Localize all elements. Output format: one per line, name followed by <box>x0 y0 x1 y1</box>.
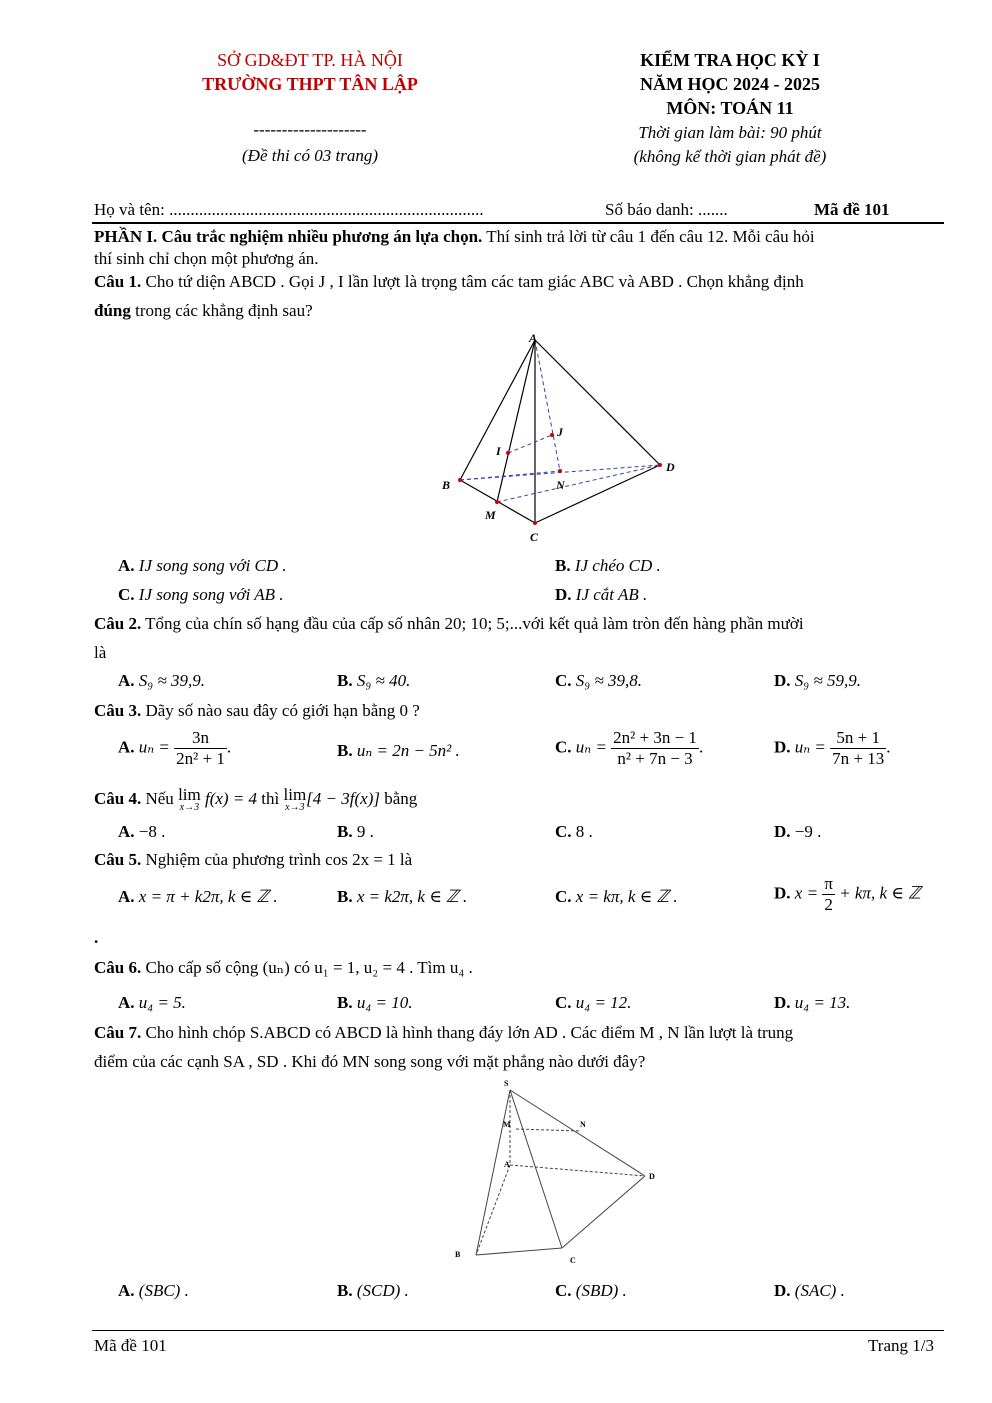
candidate-number-field: Số báo danh: ....... <box>605 200 728 219</box>
q2-option-b-label: B. <box>337 671 353 690</box>
q1-option-a <box>118 554 287 578</box>
q2-option-a-label: A. <box>118 671 135 690</box>
q3-option-d-label: D. <box>774 737 791 757</box>
q6-label: Câu 6. <box>94 958 142 977</box>
q2-option-d <box>774 669 861 693</box>
q7-option-d-text: (SAC) . <box>794 1281 845 1300</box>
label-I: I <box>496 444 501 458</box>
q3-option-d-end: . <box>886 737 891 757</box>
q7-option-a <box>118 1279 189 1303</box>
q4-option-b-label: B. <box>337 822 353 841</box>
part1-desc: Thí sinh trả lời từ câu 1 đến câu 12. Mỗi câu hỏi <box>482 227 815 246</box>
q3-option-d <box>774 728 891 769</box>
q5-option-d-den: 2 <box>824 895 833 914</box>
q3-option-b-text: uₙ = 2n − 5n² . <box>356 741 460 760</box>
q3-option-c-den: n² + 7n − 3 <box>617 749 693 768</box>
q1-option-c-label: C. <box>118 585 135 604</box>
q5-option-c-text: x = kπ, k ∈ ℤ . <box>575 887 678 906</box>
header-dashes: -------------------- <box>253 120 367 139</box>
q4-option-b <box>337 820 374 844</box>
exam-duration: Thời gian làm bài: 90 phút <box>638 123 822 142</box>
q4-expr-1: f(x) = 4 <box>200 789 258 808</box>
q4-expr-2: [4 − 3f(x)] <box>306 789 380 808</box>
q4-lim-2-sub: x→3 <box>285 802 305 813</box>
label-J: J <box>557 425 563 439</box>
candidate-name-field: Họ và tên: .......................................................................... <box>94 200 484 219</box>
q1-emphasis: đúng <box>94 301 131 320</box>
q1-option-d-label: D. <box>555 585 572 604</box>
q6-option-a-text: u₄ = 5. <box>138 993 186 1012</box>
q6-stem <box>94 956 473 980</box>
q2-option-a <box>118 669 205 693</box>
q6-text: Cho cấp số cộng (uₙ) có u₁ = 1, u₂ = 4 . Tìm u₄ . <box>141 958 473 977</box>
q7-option-b <box>337 1279 409 1303</box>
q5-option-d-fraction <box>822 874 835 915</box>
label-A-pyramid: A <box>504 1160 510 1169</box>
q3-option-a-fraction <box>174 728 227 769</box>
q7-stem-2: điểm của các cạnh SA , SD . Khi đó MN song song với mặt phẳng nào dưới đây? <box>94 1052 646 1071</box>
label-S: S <box>504 1079 509 1088</box>
q2-option-c-label: C. <box>555 671 572 690</box>
header-divider <box>92 222 944 224</box>
q1-text: Cho tứ diện ABCD . Gọi J , I lần lượt là trọng tâm các tam giác ABC và ABD . Chọn khẳng định <box>141 272 804 291</box>
q6-option-c <box>555 991 631 1015</box>
q6-option-c-label: C. <box>555 993 572 1012</box>
label-C-pyramid: C <box>570 1256 576 1265</box>
q5-option-a <box>118 885 278 909</box>
q4-option-c-label: C. <box>555 822 572 841</box>
page-count-note: (Đề thi có 03 trang) <box>242 146 378 165</box>
label-C: C <box>530 530 539 544</box>
q1-option-b <box>555 554 661 578</box>
q3-option-a-num: 3n <box>174 728 227 749</box>
footer-divider <box>92 1330 944 1331</box>
q4-limit-2 <box>284 787 307 813</box>
q5-trailing-dot: . <box>94 928 99 947</box>
label-B: B <box>442 478 451 492</box>
q5-text: Nghiệm của phương trình cos 2x = 1 là <box>141 850 413 869</box>
label-M: M <box>485 508 496 522</box>
q5-option-d-lhs: x = <box>794 883 819 903</box>
q5-option-a-label: A. <box>118 887 135 906</box>
pyramid-figure <box>450 1075 665 1270</box>
q2-option-c <box>555 669 642 693</box>
q2-option-d-text: S₉ ≈ 59,9. <box>794 671 862 690</box>
q4-option-d-label: D. <box>774 822 791 841</box>
q4-label: Câu 4. <box>94 789 142 808</box>
q5-stem <box>94 848 412 872</box>
q7-option-a-text: (SBC) . <box>138 1281 189 1300</box>
label-B-pyramid: B <box>455 1250 461 1259</box>
q3-option-c <box>555 728 703 769</box>
q2-option-c-text: S₉ ≈ 39,8. <box>575 671 643 690</box>
q4-option-a-text: −8 . <box>138 822 166 841</box>
q3-option-c-fraction <box>611 728 699 769</box>
q3-option-b-label: B. <box>337 741 353 760</box>
q3-option-c-num: 2n² + 3n − 1 <box>613 728 697 747</box>
q1-text-2: trong các khẳng định sau? <box>130 301 313 320</box>
q4-limit-1 <box>178 787 201 813</box>
q1-option-c-text: IJ song song với AB . <box>138 585 284 604</box>
q3-stem <box>94 699 420 723</box>
q1-option-a-label: A. <box>118 556 135 575</box>
q6-option-d <box>774 991 850 1015</box>
q4-lim-2: lim <box>283 785 307 804</box>
exam-title: KIỂM TRA HỌC KỲ I <box>640 50 820 70</box>
q4-lim-1-sub: x→3 <box>179 802 200 813</box>
q5-option-b-text: x = k2π, k ∈ ℤ . <box>356 887 468 906</box>
q3-option-a-lhs: uₙ = <box>138 737 170 757</box>
q5-option-d-num: π <box>824 874 833 893</box>
q7-stem <box>94 1021 793 1045</box>
label-D-pyramid: D <box>649 1172 655 1181</box>
label-A: A <box>529 331 538 345</box>
q5-option-c <box>555 885 678 909</box>
q4-option-a <box>118 820 165 844</box>
q3-option-c-label: C. <box>555 737 572 757</box>
q4-lim-1: lim <box>178 785 201 804</box>
q5-option-d-label: D. <box>774 883 791 903</box>
q7-label: Câu 7. <box>94 1023 142 1042</box>
q7-option-b-label: B. <box>337 1281 353 1300</box>
q3-text: Dãy số nào sau đây có giới hạn bằng 0 ? <box>141 701 420 720</box>
q3-option-b <box>337 739 460 763</box>
school-year: NĂM HỌC 2024 - 2025 <box>640 74 820 94</box>
part1-title: PHẦN I. Câu trắc nghiệm nhiều phương án lựa chọn. <box>94 227 483 246</box>
q7-option-b-text: (SCD) . <box>356 1281 409 1300</box>
q6-option-b-text: u₄ = 10. <box>356 993 413 1012</box>
q5-option-d-rest: + kπ, k ∈ ℤ <box>839 883 921 903</box>
q6-option-a-label: A. <box>118 993 135 1012</box>
q3-option-d-lhs: uₙ = <box>794 737 826 757</box>
q3-option-c-lhs: uₙ = <box>575 737 607 757</box>
q3-option-d-num: 5n + 1 <box>830 728 886 749</box>
q5-option-d <box>774 874 921 915</box>
label-D: D <box>666 460 675 474</box>
q5-option-b-label: B. <box>337 887 353 906</box>
footer-exam-code: Mã đề 101 <box>94 1336 167 1355</box>
q6-option-d-text: u₄ = 13. <box>794 993 851 1012</box>
part1-desc-2: thí sinh chỉ chọn một phương án. <box>94 249 319 268</box>
school-department: SỞ GD&ĐT TP. HÀ NỘI <box>217 50 403 70</box>
q4-option-d-text: −9 . <box>794 822 822 841</box>
q3-option-c-end: . <box>698 737 704 757</box>
q7-option-c-label: C. <box>555 1281 572 1300</box>
q1-label: Câu 1. <box>94 272 142 291</box>
q3-option-d-fraction <box>830 728 886 769</box>
q6-option-b-label: B. <box>337 993 353 1012</box>
tetrahedron-figure <box>430 325 690 550</box>
q4-text-a: Nếu <box>141 789 179 808</box>
q2-stem <box>94 612 804 636</box>
q6-option-b <box>337 991 412 1015</box>
exam-code: Mã đề 101 <box>814 200 890 219</box>
q6-option-c-text: u₄ = 12. <box>575 993 632 1012</box>
q1-option-b-text: IJ chéo CD . <box>574 556 661 575</box>
q5-label: Câu 5. <box>94 850 142 869</box>
q2-option-b-text: S₉ ≈ 40. <box>356 671 411 690</box>
q4-option-c-text: 8 . <box>575 822 593 841</box>
q4-option-c <box>555 820 593 844</box>
q4-option-d <box>774 820 821 844</box>
subject: MÔN: TOÁN 11 <box>666 98 794 118</box>
q3-option-a-den: 2n² + 1 <box>176 749 225 768</box>
q1-option-c <box>118 583 284 607</box>
q2-option-b <box>337 669 410 693</box>
q4-stem <box>94 787 417 813</box>
q7-option-c-text: (SBD) . <box>575 1281 627 1300</box>
q3-option-a-label: A. <box>118 737 135 757</box>
q1-option-d <box>555 583 647 607</box>
q6-option-a <box>118 991 186 1015</box>
q3-option-a-end: . <box>226 737 232 757</box>
q1-option-b-label: B. <box>555 556 571 575</box>
q3-option-a <box>118 728 231 769</box>
q2-option-d-label: D. <box>774 671 791 690</box>
q1-stem <box>94 270 804 294</box>
q1-option-a-text: IJ song song với CD . <box>138 556 287 575</box>
q2-text: Tổng của chín số hạng đầu của cấp số nhân 20; 10; 5;...với kết quả làm tròn đến hàng phần mười <box>141 614 804 633</box>
q4-text-b: thì <box>257 789 284 808</box>
q1-option-d-text: IJ cắt AB . <box>575 585 648 604</box>
label-N: N <box>556 478 565 492</box>
q4-text-c: bằng <box>379 789 418 808</box>
q3-option-d-den: 7n + 13 <box>832 749 885 768</box>
q3-label: Câu 3. <box>94 701 142 720</box>
school-name: TRƯỜNG THPT TÂN LẬP <box>202 74 418 94</box>
label-M-pyramid: M <box>503 1120 511 1129</box>
q4-option-a-label: A. <box>118 822 135 841</box>
q1-stem-2 <box>94 299 313 323</box>
q7-option-a-label: A. <box>118 1281 135 1300</box>
q2-label: Câu 2. <box>94 614 142 633</box>
q7-text: Cho hình chóp S.ABCD có ABCD là hình thang đáy lớn AD . Các điểm M , N lần lượt là trung <box>141 1023 794 1042</box>
q2-stem-2: là <box>94 643 107 662</box>
part1-intro <box>94 225 815 249</box>
q5-option-a-text: x = π + k2π, k ∈ ℤ . <box>138 887 278 906</box>
q2-option-a-text: S₉ ≈ 39,9. <box>138 671 206 690</box>
label-N-pyramid: N <box>580 1120 586 1129</box>
q7-option-d-label: D. <box>774 1281 791 1300</box>
q4-option-b-text: 9 . <box>356 822 374 841</box>
q7-option-d <box>774 1279 845 1303</box>
footer-page-number: Trang 1/3 <box>868 1336 934 1355</box>
q5-option-b <box>337 885 467 909</box>
q7-option-c <box>555 1279 627 1303</box>
duration-note: (không kể thời gian phát đề) <box>633 147 827 166</box>
q5-option-c-label: C. <box>555 887 572 906</box>
q6-option-d-label: D. <box>774 993 791 1012</box>
